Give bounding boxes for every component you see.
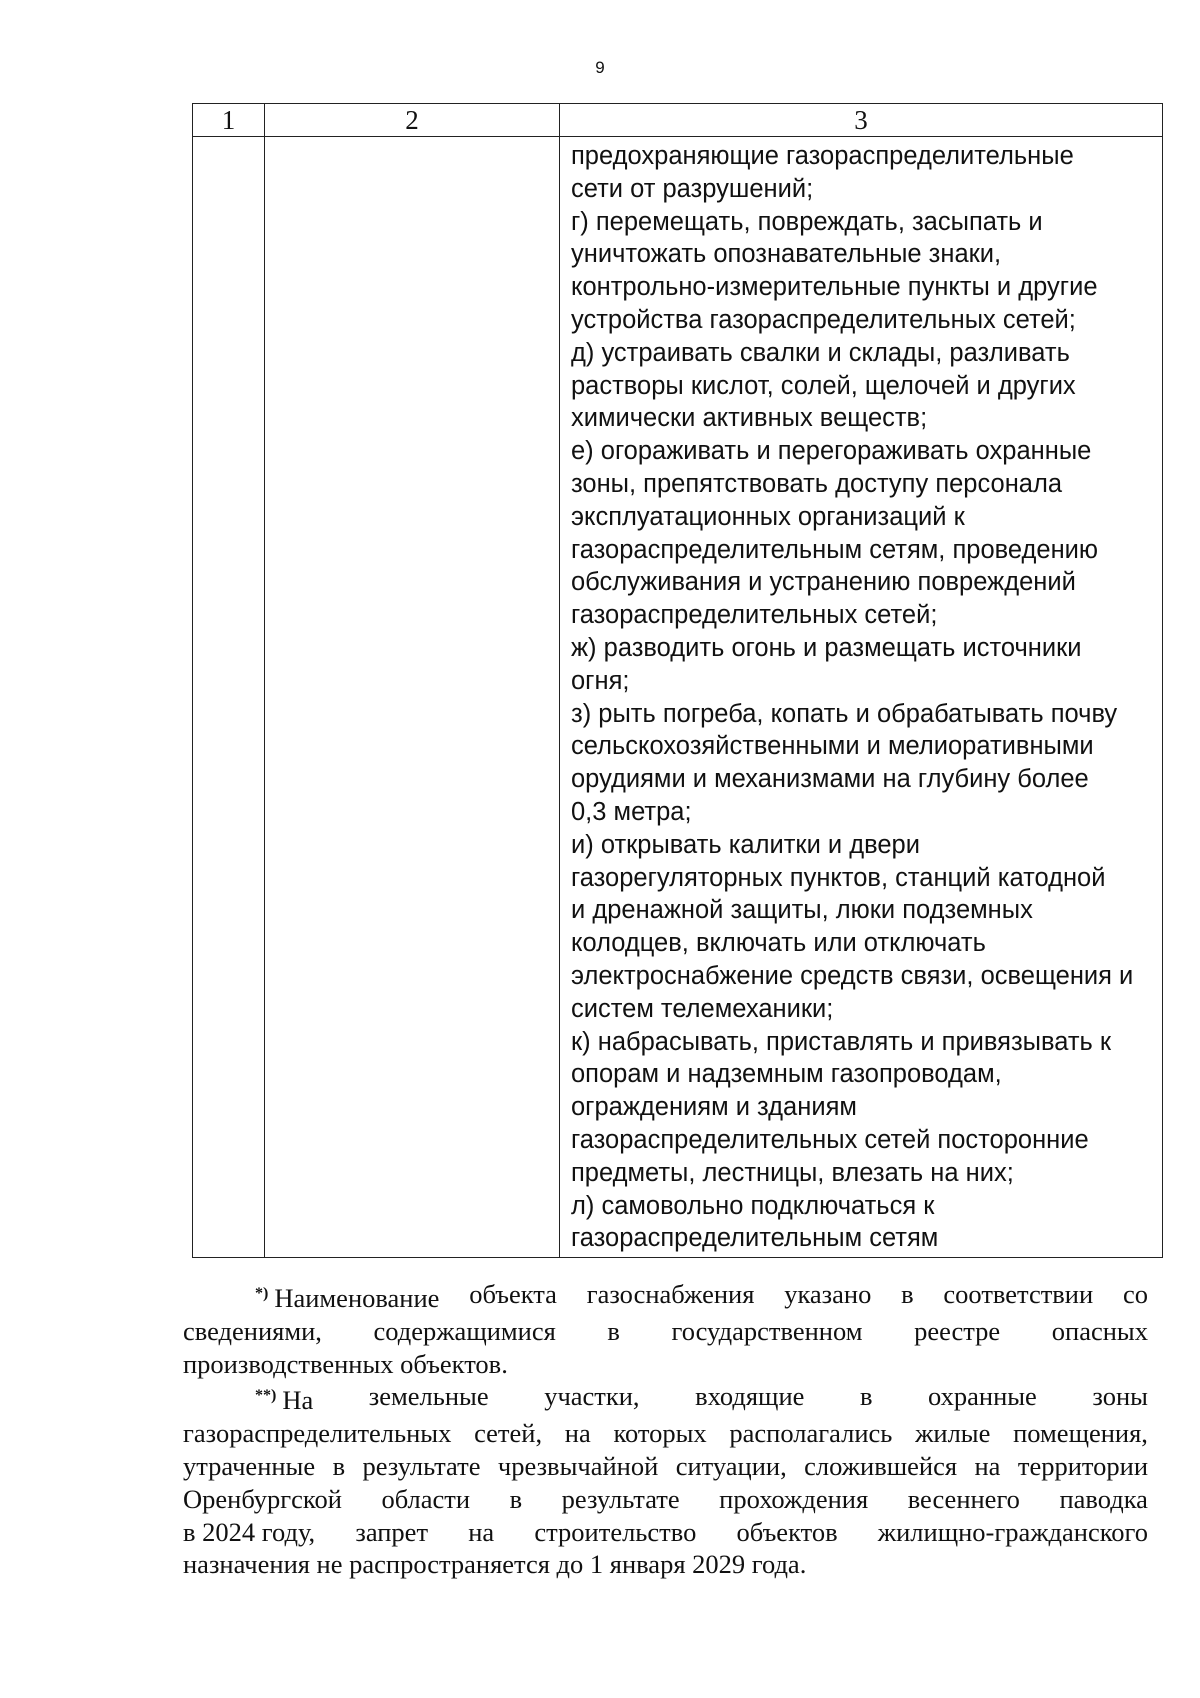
footnote-word: области (381, 1483, 471, 1514)
footnote-word: на (974, 1450, 1001, 1481)
table-text-line: газорегуляторных пунктов, станций катодной (571, 863, 1106, 892)
footnote-word: в 2024 году, (183, 1516, 316, 1547)
table-text-line: растворы кислот, солей, щелочей и других (571, 371, 1076, 400)
table-text-line: е) огораживать и перегораживать охранные (571, 437, 1092, 466)
table-text-line: сельскохозяйственными и мелиоративными (571, 732, 1094, 761)
footnote-2-line-4 (183, 1483, 1148, 1516)
table-text-line: л) самовольно подключаться к (571, 1191, 935, 1220)
footnote-word: участки, (544, 1381, 640, 1412)
table-row (193, 137, 1163, 1258)
table-text-line: предметы, лестницы, влезать на них; (571, 1158, 1014, 1187)
table-text-line: д) устраивать свалки и склады, разливать (571, 338, 1070, 367)
footnote-word: на (564, 1418, 591, 1449)
table-text-line: и дренажной защиты, люки подземных (571, 896, 1033, 925)
footnote-word: в (859, 1381, 873, 1412)
table-text-line: сети от разрушений; (571, 174, 814, 203)
footnote-1-line-2 (183, 1315, 1148, 1348)
footnote-word: прохождения (719, 1483, 869, 1514)
table-text-line: эксплуатационных организаций к (571, 502, 965, 531)
restrictions-table (192, 103, 1163, 1258)
footnotes (183, 1278, 1148, 1581)
table-text-line: газораспределительным сетям, проведению (571, 535, 1099, 564)
table-text-line: химически активных веществ; (571, 404, 928, 433)
footnote-2-line-5 (183, 1516, 1148, 1549)
column-header-1: 1 (193, 104, 265, 137)
table-text-line: зоны, препятствовать доступу персонала (571, 469, 1063, 498)
footnote-word: в (607, 1315, 620, 1346)
footnote-2-line-6: назначения не распространяется до 1 января 2029 года. (183, 1549, 807, 1580)
table-text-line: систем телемеханики; (571, 994, 834, 1023)
table-header-row (193, 104, 1163, 137)
footnote-2-line-1 (183, 1380, 1148, 1417)
footnote-word: сложившейся (804, 1450, 958, 1481)
table-text-line: газораспределительным сетям (571, 1224, 939, 1253)
footnote-word: ситуации, (675, 1450, 787, 1481)
footnote-word: сетей, (474, 1418, 543, 1449)
footnote-word: на (468, 1516, 495, 1547)
footnote-word: располагались (729, 1418, 893, 1449)
footnote-mark: **) (255, 1387, 277, 1405)
table-text-line: орудиями и механизмами на глубину более (571, 765, 1089, 794)
page-number: 9 (595, 58, 605, 77)
footnote-word: результате (362, 1450, 481, 1481)
table-text-line: ограждениям и зданиям (571, 1093, 857, 1122)
footnote-word: газоснабжения (586, 1279, 755, 1309)
footnote-1-line-1 (183, 1278, 1148, 1315)
footnote-word: соответствии (943, 1279, 1094, 1309)
table-text-line: газораспределительных сетей посторонние (571, 1125, 1089, 1154)
footnote-word: содержащимися (373, 1315, 556, 1346)
table-text-line: г) перемещать, повреждать, засыпать и (571, 207, 1043, 236)
table-text-line: огня; (571, 666, 630, 695)
table-text-line: к) набрасывать, приставлять и привязывать к (571, 1027, 1112, 1056)
table-text-line: 0,3 метра; (571, 797, 692, 826)
footnote-word: жилищно-гражданского (877, 1516, 1148, 1547)
footnote-word: указано (784, 1279, 872, 1309)
footnote-word: чрезвычайной (497, 1450, 659, 1481)
footnote-word: **) На (255, 1385, 314, 1416)
footnote-word: жилые (915, 1418, 991, 1449)
footnote-word: территории (1017, 1450, 1148, 1481)
footnote-word: объектов (736, 1516, 838, 1547)
table-text-line: уничтожать опознавательные знаки, (571, 240, 1002, 269)
table-text-line: з) рыть погреба, копать и обрабатывать почву (571, 699, 1118, 728)
column-3-cell (560, 137, 1163, 1258)
footnote-word: опасных (1051, 1315, 1148, 1346)
footnote-word: запрет (355, 1516, 429, 1547)
footnote-word: помещения, (1013, 1418, 1148, 1449)
table-text-line: предохраняющие газораспределительные (571, 142, 1074, 170)
footnote-2-line-2 (183, 1417, 1148, 1450)
footnote-word: утраченные (183, 1450, 316, 1481)
footnote-word: со (1122, 1279, 1148, 1309)
footnote-word: в (509, 1483, 523, 1514)
table-text-line: устройства газораспределительных сетей; (571, 305, 1076, 334)
footnote-word: земельные (368, 1381, 489, 1412)
table-text-line: обслуживания и устранению повреждений (571, 568, 1076, 597)
table-text-line: ж) разводить огонь и размещать источники (571, 633, 1082, 662)
footnote-1-line-3: производственных объектов. (183, 1348, 508, 1379)
footnote-word: Оренбургской (183, 1483, 342, 1514)
footnote-word: государственном (671, 1315, 863, 1346)
footnote-word: паводка (1059, 1483, 1148, 1514)
column-header-3: 3 (560, 104, 1163, 137)
footnote-word: сведениями, (183, 1315, 322, 1346)
column-1-cell (193, 137, 265, 1258)
footnote-word: газораспределительных (183, 1418, 452, 1449)
footnote-word: зоны (1092, 1381, 1148, 1412)
table-text-line: колодцев, включать или отключать (571, 929, 986, 958)
table-text-line: электроснабжение средств связи, освещения и (571, 961, 1134, 990)
table-text-line: газораспределительных сетей; (571, 601, 938, 630)
footnote-mark: *) (255, 1285, 269, 1302)
column-header-2: 2 (265, 104, 560, 137)
footnote-word: входящие (695, 1381, 805, 1412)
column-2-cell (265, 137, 560, 1258)
footnote-word: строительство (534, 1516, 697, 1547)
footnote-word: в (332, 1450, 346, 1481)
footnote-word: которых (613, 1418, 707, 1449)
footnote-word: объекта (469, 1279, 557, 1309)
footnote-word: результате (561, 1483, 680, 1514)
table-text-line: и) открывать калитки и двери (571, 830, 920, 859)
table-text-line: контрольно-измерительные пункты и другие (571, 273, 1098, 302)
footnote-word: в (901, 1279, 914, 1309)
footnote-word: реестре (914, 1315, 1001, 1346)
footnote-2-line-3 (183, 1450, 1148, 1483)
footnote-word: весеннего (907, 1483, 1020, 1514)
table-text-line: опорам и надземным газопроводам, (571, 1060, 1002, 1089)
footnote-word: охранные (928, 1381, 1037, 1412)
footnote-word: *) Наименование (255, 1283, 440, 1313)
